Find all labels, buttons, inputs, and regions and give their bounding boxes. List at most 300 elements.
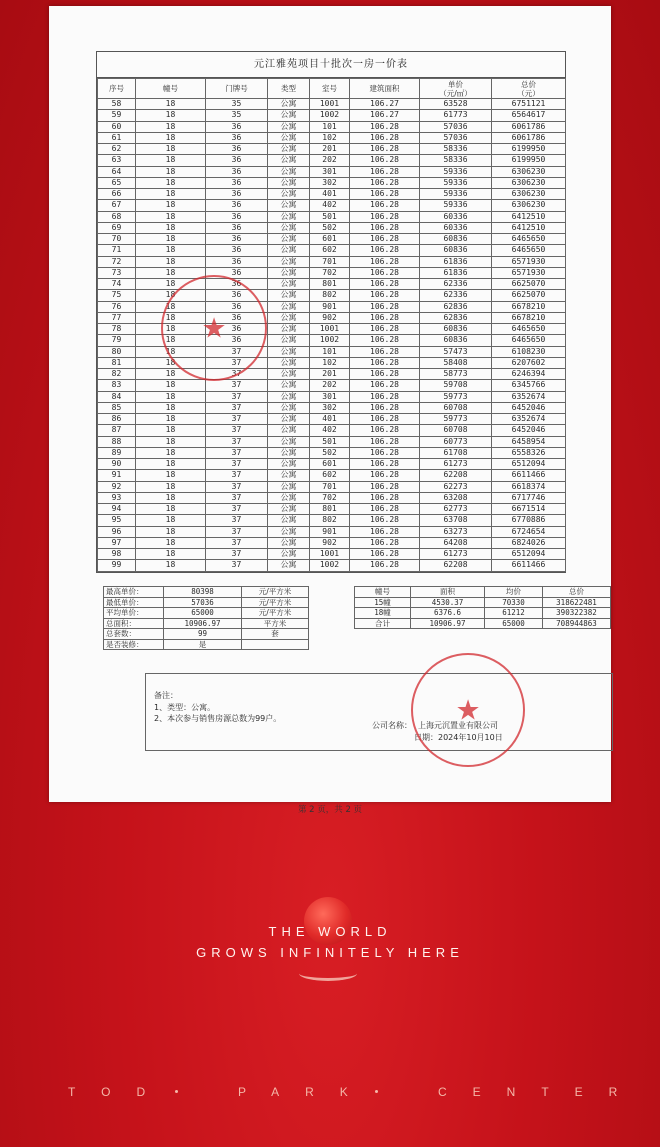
table-cell: 68: [98, 211, 136, 222]
table-cell: 36: [206, 290, 268, 301]
table-cell: 82: [98, 369, 136, 380]
table-cell: 1001: [310, 549, 350, 560]
table-row: [98, 267, 566, 278]
summary-cell: 是: [164, 639, 242, 650]
table-cell: 18: [136, 357, 206, 368]
table-cell: 18: [136, 110, 206, 121]
table-cell: 60336: [420, 211, 492, 222]
table-cell: 902: [310, 537, 350, 548]
table-cell: 61708: [420, 447, 492, 458]
table-cell: 6512094: [492, 459, 566, 470]
summary-cell: 合计: [355, 618, 411, 629]
table-cell: 公寓: [268, 526, 310, 537]
table-cell: 18: [136, 414, 206, 425]
table-cell: 701: [310, 481, 350, 492]
table-cell: 902: [310, 312, 350, 323]
table-cell: 公寓: [268, 222, 310, 233]
table-cell: 公寓: [268, 414, 310, 425]
summary-row: [104, 608, 309, 619]
table-cell: 18: [136, 369, 206, 380]
summary-row: [104, 587, 309, 598]
table-cell: 59336: [420, 189, 492, 200]
table-cell: 公寓: [268, 110, 310, 121]
table-cell: 702: [310, 267, 350, 278]
table-cell: 302: [310, 177, 350, 188]
table-cell: 6412510: [492, 211, 566, 222]
table-cell: 106.28: [350, 267, 420, 278]
table-cell: 106.28: [350, 245, 420, 256]
table-cell: 18: [136, 245, 206, 256]
table-cell: 36: [206, 222, 268, 233]
table-cell: 58336: [420, 144, 492, 155]
table-cell: 公寓: [268, 515, 310, 526]
table-cell: 6108230: [492, 346, 566, 357]
table-cell: 94: [98, 504, 136, 515]
table-cell: 60773: [420, 436, 492, 447]
table-cell: 6352674: [492, 391, 566, 402]
table-cell: 6306230: [492, 200, 566, 211]
table-cell: 63: [98, 155, 136, 166]
table-cell: 37: [206, 436, 268, 447]
table-cell: 公寓: [268, 189, 310, 200]
table-cell: 6345766: [492, 380, 566, 391]
table-cell: 77: [98, 312, 136, 323]
table-cell: 6611466: [492, 560, 566, 571]
star-icon: ★: [455, 693, 481, 727]
company-name: 上海元沉置业有限公司: [418, 721, 498, 730]
summary-cell: 最高单价：: [104, 587, 164, 598]
table-cell: 97: [98, 537, 136, 548]
table-cell: 36: [206, 267, 268, 278]
table-cell: 95: [98, 515, 136, 526]
table-cell: 公寓: [268, 380, 310, 391]
summary-cell: 平均单价：: [104, 608, 164, 619]
table-cell: 106.28: [350, 290, 420, 301]
table-cell: 18: [136, 301, 206, 312]
table-row: [98, 110, 566, 121]
table-cell: 35: [206, 110, 268, 121]
table-cell: 106.28: [350, 189, 420, 200]
table-cell: 37: [206, 549, 268, 560]
table-cell: 36: [206, 155, 268, 166]
table-cell: 201: [310, 144, 350, 155]
table-cell: 公寓: [268, 537, 310, 548]
table-row: [98, 414, 566, 425]
table-cell: 801: [310, 279, 350, 290]
table-cell: 37: [206, 369, 268, 380]
table-cell: 6571930: [492, 256, 566, 267]
building-summary-table: [354, 586, 611, 629]
table-cell: 58: [98, 99, 136, 110]
summary-cell: 80398: [164, 587, 242, 598]
table-cell: 36: [206, 256, 268, 267]
table-cell: 18: [136, 256, 206, 267]
table-cell: 18: [136, 492, 206, 503]
table-cell: 60836: [420, 324, 492, 335]
column-header: 序号: [98, 79, 136, 99]
column-header: 建筑面积: [350, 79, 420, 99]
table-row: [98, 234, 566, 245]
table-cell: 59: [98, 110, 136, 121]
table-cell: 106.28: [350, 335, 420, 346]
table-cell: 62336: [420, 279, 492, 290]
table-cell: 79: [98, 335, 136, 346]
table-cell: 6558326: [492, 447, 566, 458]
column-header: 类型: [268, 79, 310, 99]
table-cell: 106.28: [350, 380, 420, 391]
table-cell: 18: [136, 402, 206, 413]
table-cell: 90: [98, 459, 136, 470]
table-cell: 106.28: [350, 211, 420, 222]
table-cell: 501: [310, 436, 350, 447]
table-cell: 37: [206, 492, 268, 503]
table-row: [98, 177, 566, 188]
table-row: [98, 245, 566, 256]
table-row: [98, 222, 566, 233]
table-cell: 公寓: [268, 549, 310, 560]
summary-cell: 套: [242, 629, 309, 640]
summary-cell: 65000: [164, 608, 242, 619]
summary-cell: [242, 639, 309, 650]
table-cell: 86: [98, 414, 136, 425]
table-cell: 6306230: [492, 166, 566, 177]
table-cell: 公寓: [268, 279, 310, 290]
table-cell: 36: [206, 324, 268, 335]
table-row: [98, 560, 566, 571]
table-cell: 公寓: [268, 481, 310, 492]
table-cell: 公寓: [268, 459, 310, 470]
table-cell: 18: [136, 222, 206, 233]
table-cell: 98: [98, 549, 136, 560]
table-cell: 106.28: [350, 155, 420, 166]
table-cell: 公寓: [268, 211, 310, 222]
table-cell: 84: [98, 391, 136, 402]
price-list-document: [49, 6, 611, 815]
table-cell: 106.28: [350, 504, 420, 515]
table-cell: 18: [136, 144, 206, 155]
table-cell: 301: [310, 166, 350, 177]
table-cell: 62273: [420, 481, 492, 492]
table-cell: 6678210: [492, 301, 566, 312]
table-cell: 18: [136, 504, 206, 515]
table-cell: 6199950: [492, 155, 566, 166]
table-cell: 102: [310, 357, 350, 368]
table-cell: 18: [136, 279, 206, 290]
table-cell: 6717746: [492, 492, 566, 503]
table-cell: 60: [98, 121, 136, 132]
summary-cell: 元/平方米: [242, 587, 309, 598]
table-cell: 公寓: [268, 560, 310, 571]
table-cell: 101: [310, 346, 350, 357]
table-cell: 402: [310, 425, 350, 436]
table-cell: 36: [206, 200, 268, 211]
table-cell: 1001: [310, 99, 350, 110]
table-cell: 57036: [420, 121, 492, 132]
table-cell: 106.27: [350, 99, 420, 110]
table-cell: 18: [136, 346, 206, 357]
table-row: [98, 155, 566, 166]
table-cell: 72: [98, 256, 136, 267]
table-cell: 102: [310, 132, 350, 143]
summary-cell: 18幢: [355, 608, 411, 619]
table-cell: 601: [310, 459, 350, 470]
table-cell: 62208: [420, 560, 492, 571]
table-cell: 18: [136, 234, 206, 245]
notes-box: [145, 673, 613, 751]
table-cell: 18: [136, 526, 206, 537]
table-cell: 64208: [420, 537, 492, 548]
summary-stats-table: [103, 586, 309, 650]
table-cell: 76: [98, 301, 136, 312]
table-cell: 89: [98, 447, 136, 458]
summary-cell: 57036: [164, 597, 242, 608]
table-cell: 96: [98, 526, 136, 537]
note-item: 1、类型：公寓。: [154, 703, 216, 712]
summary-cell: 99: [164, 629, 242, 640]
table-cell: 401: [310, 189, 350, 200]
table-row: [98, 515, 566, 526]
table-cell: 6625070: [492, 279, 566, 290]
table-cell: 18: [136, 335, 206, 346]
table-cell: 6671514: [492, 504, 566, 515]
table-row: [98, 256, 566, 267]
table-cell: 59708: [420, 380, 492, 391]
table-row: [98, 526, 566, 537]
footer-word-tod: TOD: [68, 1085, 172, 1099]
table-cell: 36: [206, 177, 268, 188]
table-cell: 36: [206, 301, 268, 312]
table-cell: 60836: [420, 335, 492, 346]
table-cell: 78: [98, 324, 136, 335]
table-cell: 92: [98, 481, 136, 492]
table-cell: 18: [136, 324, 206, 335]
table-cell: 37: [206, 391, 268, 402]
table-cell: 18: [136, 515, 206, 526]
table-cell: 81: [98, 357, 136, 368]
table-cell: 106.28: [350, 222, 420, 233]
table-cell: 公寓: [268, 346, 310, 357]
table-cell: 87: [98, 425, 136, 436]
table-cell: 37: [206, 447, 268, 458]
table-cell: 106.28: [350, 425, 420, 436]
table-cell: 106.28: [350, 402, 420, 413]
summary-cell: 318622481: [543, 597, 611, 608]
summary-cell: 61212: [485, 608, 543, 619]
table-cell: 公寓: [268, 245, 310, 256]
table-cell: 6452046: [492, 425, 566, 436]
table-cell: 6352674: [492, 414, 566, 425]
table-cell: 106.28: [350, 279, 420, 290]
table-cell: 802: [310, 515, 350, 526]
table-cell: 63708: [420, 515, 492, 526]
table-row: [98, 492, 566, 503]
table-cell: 106.28: [350, 515, 420, 526]
column-header: 室号: [310, 79, 350, 99]
table-row: [98, 425, 566, 436]
table-cell: 公寓: [268, 166, 310, 177]
table-cell: 公寓: [268, 234, 310, 245]
table-cell: 36: [206, 245, 268, 256]
table-cell: 36: [206, 166, 268, 177]
table-row: [98, 211, 566, 222]
table-cell: 公寓: [268, 256, 310, 267]
table-cell: 6512094: [492, 549, 566, 560]
summary-row: [104, 597, 309, 608]
table-cell: 901: [310, 301, 350, 312]
table-cell: 1002: [310, 110, 350, 121]
table-cell: 37: [206, 425, 268, 436]
table-row: [98, 99, 566, 110]
table-row: [98, 144, 566, 155]
page-indicator: 第 2 页，共 2 页: [297, 805, 363, 815]
table-cell: 37: [206, 560, 268, 571]
table-cell: 61836: [420, 256, 492, 267]
table-cell: 公寓: [268, 369, 310, 380]
table-cell: 61836: [420, 267, 492, 278]
star-icon: ★: [201, 311, 227, 345]
summary-cell: 708944863: [543, 618, 611, 629]
summary-cell: 390322382: [543, 608, 611, 619]
table-cell: 106.28: [350, 560, 420, 571]
table-cell: 6611466: [492, 470, 566, 481]
table-header-row: [98, 79, 566, 99]
table-cell: 37: [206, 459, 268, 470]
table-cell: 60836: [420, 245, 492, 256]
table-cell: 106.28: [350, 492, 420, 503]
table-cell: 901: [310, 526, 350, 537]
footer-word-park: PARK: [238, 1085, 374, 1099]
table-cell: 36: [206, 279, 268, 290]
table-cell: 106.28: [350, 391, 420, 402]
table-cell: 62836: [420, 312, 492, 323]
summary-cell: 总面积：: [104, 618, 164, 629]
table-cell: 6824026: [492, 537, 566, 548]
table-cell: 37: [206, 346, 268, 357]
table-cell: 59773: [420, 391, 492, 402]
table-cell: 57036: [420, 132, 492, 143]
table-cell: 502: [310, 222, 350, 233]
table-cell: 67: [98, 200, 136, 211]
table-cell: 37: [206, 526, 268, 537]
table-cell: 公寓: [268, 290, 310, 301]
table-row: [98, 121, 566, 132]
table-cell: 公寓: [268, 99, 310, 110]
table-cell: 401: [310, 414, 350, 425]
slogan-line-2: GROWS INFINITELY HERE: [196, 945, 464, 960]
table-cell: 18: [136, 312, 206, 323]
table-cell: 公寓: [268, 391, 310, 402]
summary-cell: 10906.97: [164, 618, 242, 629]
table-cell: 63208: [420, 492, 492, 503]
table-cell: 18: [136, 436, 206, 447]
table-cell: 36: [206, 121, 268, 132]
table-cell: 6061786: [492, 132, 566, 143]
table-cell: 801: [310, 504, 350, 515]
table-cell: 37: [206, 470, 268, 481]
table-cell: 69: [98, 222, 136, 233]
table-cell: 106.28: [350, 369, 420, 380]
table-cell: 6458954: [492, 436, 566, 447]
table-cell: 62: [98, 144, 136, 155]
summary-cell: 15幢: [355, 597, 411, 608]
table-row: [98, 549, 566, 560]
table-cell: 37: [206, 402, 268, 413]
table-cell: 18: [136, 560, 206, 571]
table-cell: 59336: [420, 177, 492, 188]
official-seal-stamp: [161, 275, 267, 381]
table-cell: 公寓: [268, 200, 310, 211]
table-cell: 6465650: [492, 324, 566, 335]
table-row: [98, 447, 566, 458]
table-cell: 18: [136, 166, 206, 177]
table-cell: 18: [136, 447, 206, 458]
table-cell: 106.28: [350, 357, 420, 368]
table-cell: 106.28: [350, 324, 420, 335]
table-cell: 37: [206, 504, 268, 515]
table-cell: 802: [310, 290, 350, 301]
table-cell: 106.27: [350, 110, 420, 121]
table-cell: 301: [310, 391, 350, 402]
table-cell: 91: [98, 470, 136, 481]
table-cell: 公寓: [268, 335, 310, 346]
table-cell: 18: [136, 267, 206, 278]
table-cell: 36: [206, 335, 268, 346]
table-cell: 106.28: [350, 470, 420, 481]
table-cell: 6678210: [492, 312, 566, 323]
table-row: [98, 166, 566, 177]
table-cell: 公寓: [268, 470, 310, 481]
logo-arc-icon: [299, 966, 357, 981]
table-cell: 74: [98, 279, 136, 290]
table-cell: 6306230: [492, 177, 566, 188]
table-cell: 62836: [420, 301, 492, 312]
table-cell: 6465650: [492, 245, 566, 256]
table-cell: 6199950: [492, 144, 566, 155]
table-cell: 106.28: [350, 177, 420, 188]
table-cell: 501: [310, 211, 350, 222]
table-cell: 37: [206, 357, 268, 368]
table-cell: 公寓: [268, 121, 310, 132]
table-cell: 63528: [420, 99, 492, 110]
table-cell: 6618374: [492, 481, 566, 492]
table-cell: 18: [136, 132, 206, 143]
summary-row: [355, 597, 611, 608]
table-cell: 83: [98, 380, 136, 391]
summary-cell: 元/平方米: [242, 597, 309, 608]
table-cell: 59773: [420, 414, 492, 425]
table-cell: 6412510: [492, 222, 566, 233]
summary-row: [355, 618, 611, 629]
table-cell: 公寓: [268, 324, 310, 335]
table-cell: 106.28: [350, 537, 420, 548]
column-header: 总价 （元）: [492, 79, 566, 99]
table-cell: 6571930: [492, 267, 566, 278]
notes-heading: 备注：: [154, 691, 178, 700]
table-cell: 702: [310, 492, 350, 503]
table-cell: 18: [136, 211, 206, 222]
table-row: [98, 391, 566, 402]
table-cell: 18: [136, 99, 206, 110]
table-cell: 106.28: [350, 132, 420, 143]
table-cell: 106.28: [350, 526, 420, 537]
table-cell: 60708: [420, 402, 492, 413]
table-cell: 106.28: [350, 549, 420, 560]
table-cell: 36: [206, 211, 268, 222]
table-cell: 88: [98, 436, 136, 447]
summary-row: [104, 639, 309, 650]
table-cell: 1002: [310, 560, 350, 571]
table-cell: 60336: [420, 222, 492, 233]
